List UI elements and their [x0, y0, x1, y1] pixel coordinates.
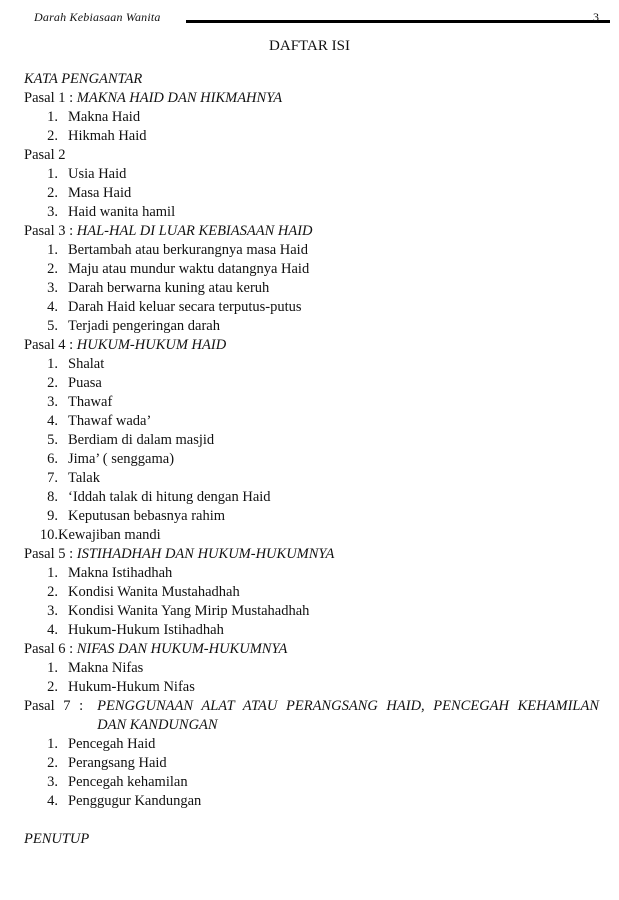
item-number: 4. [47, 622, 58, 638]
toc-item [24, 241, 599, 260]
item-number: 9. [47, 508, 58, 524]
item-label: Penggugur Kandungan [68, 793, 202, 809]
toc-item [24, 412, 599, 431]
item-number: 2. [47, 679, 58, 695]
toc-item [24, 184, 599, 203]
toc-item [24, 754, 599, 773]
item-label: Hukum-Hukum Istihadhah [68, 622, 224, 638]
item-number: 1. [47, 166, 58, 182]
toc-item [24, 735, 599, 754]
item-label: Darah berwarna kuning atau keruh [68, 280, 270, 296]
item-label: Masa Haid [68, 185, 132, 201]
item-label: Thawaf [68, 394, 113, 410]
item-number: 4. [47, 793, 58, 809]
chapter-prefix: Pasal 6 : [24, 641, 77, 657]
item-number: 3. [47, 603, 58, 619]
item-number: 7. [47, 470, 58, 486]
item-number: 3. [47, 280, 58, 296]
item-number: 2. [47, 375, 58, 391]
toc-chapter-6 [24, 640, 599, 659]
item-number: 1. [47, 356, 58, 372]
item-number: 2. [47, 185, 58, 201]
item-number: 2. [47, 128, 58, 144]
toc-item [24, 602, 599, 621]
item-number: 8. [47, 489, 58, 505]
item-number: 10. [39, 527, 58, 543]
item-label: Darah Haid keluar secara terputus-putus [68, 299, 302, 315]
table-of-contents [24, 70, 599, 849]
item-label: Usia Haid [68, 166, 127, 182]
toc-chapter-2 [24, 146, 599, 165]
chapter-title: ISTIHADHAH DAN HUKUM-HUKUMNYA [76, 546, 335, 562]
toc-intro: KATA PENGANTAR [24, 71, 143, 87]
item-label: Makna Haid [68, 109, 141, 125]
toc-item [24, 564, 599, 583]
item-label: Kondisi Wanita Mustahadhah [68, 584, 240, 600]
item-label: ‘Iddah talak di hitung dengan Haid [68, 489, 271, 505]
item-number: 6. [47, 451, 58, 467]
item-label: Makna Nifas [68, 660, 144, 676]
toc-item [24, 659, 599, 678]
item-label: Hikmah Haid [68, 128, 147, 144]
item-label: Makna Istihadhah [68, 565, 173, 581]
item-label: Pencegah Haid [68, 736, 156, 752]
toc-item [24, 374, 599, 393]
toc-chapter-3 [24, 222, 599, 241]
running-title: Darah Kebiasaan Wanita [34, 10, 161, 24]
item-label: Pencegah kehamilan [68, 774, 188, 790]
item-label: Jima’ ( senggama) [68, 451, 175, 467]
item-number: 2. [47, 584, 58, 600]
toc-item [24, 621, 599, 640]
item-label: Terjadi pengeringan darah [68, 318, 220, 334]
toc-item [24, 355, 599, 374]
page-header [34, 8, 599, 26]
toc-closing: PENUTUP [24, 831, 90, 847]
toc-item [24, 450, 599, 469]
item-label: Berdiam di dalam masjid [68, 432, 215, 448]
item-label: Shalat [68, 356, 105, 372]
toc-item [24, 773, 599, 792]
toc-chapter-1 [24, 89, 599, 108]
toc-chapter-7 [24, 697, 599, 735]
chapter-prefix: Pasal 1 : [24, 90, 77, 106]
toc-item [24, 127, 599, 146]
toc-item [24, 393, 599, 412]
item-number: 2. [47, 755, 58, 771]
chapter-prefix: Pasal 3 : [24, 223, 77, 239]
item-number: 3. [47, 394, 58, 410]
item-label: Kondisi Wanita Yang Mirip Mustahadhah [68, 603, 310, 619]
toc-item [24, 431, 599, 450]
toc-item [24, 165, 599, 184]
toc-item [24, 298, 599, 317]
chapter-title: HAL-HAL DI LUAR KEBIASAAN HAID [76, 223, 313, 239]
item-number: 1. [47, 736, 58, 752]
item-label: Maju atau mundur waktu datangnya Haid [68, 261, 310, 277]
toc-item [24, 583, 599, 602]
toc-item [24, 260, 599, 279]
item-label: Haid wanita hamil [68, 204, 176, 220]
item-label: Kewajiban mandi [58, 527, 161, 543]
item-number: 5. [47, 318, 58, 334]
item-number: 2. [47, 261, 58, 277]
toc-chapter-4 [24, 336, 599, 355]
chapter-title: MAKNA HAID DAN HIKMAHNYA [76, 90, 283, 106]
item-label: Keputusan bebasnya rahim [68, 508, 226, 524]
item-label: Thawaf wada’ [68, 413, 152, 429]
chapter-prefix: Pasal 7 : [24, 698, 84, 714]
item-number: 3. [47, 204, 58, 220]
toc-item [24, 108, 599, 127]
item-label: Puasa [68, 375, 102, 391]
item-number: 3. [47, 774, 58, 790]
item-label: Talak [68, 470, 100, 486]
toc-item [24, 792, 599, 811]
item-label: Bertambah atau berkurangnya masa Haid [68, 242, 308, 258]
item-number: 1. [47, 109, 58, 125]
item-number: 4. [47, 299, 58, 315]
toc-item [24, 526, 599, 545]
spacer [24, 811, 599, 830]
chapter-title: NIFAS DAN HUKUM-HUKUMNYA [76, 641, 288, 657]
toc-item [24, 469, 599, 488]
chapter-title: PENGGUNAAN ALAT ATAU PERANGSANG HAID, PENCEGAH KEHAMILAN DAN KANDUNGAN [97, 698, 599, 733]
item-label: Perangsang Haid [68, 755, 167, 771]
toc-chapter-5 [24, 545, 599, 564]
item-number: 1. [47, 242, 58, 258]
page-title: DAFTAR ISI [269, 38, 350, 54]
header-rule [186, 20, 610, 23]
item-number: 1. [47, 565, 58, 581]
chapter-title: HUKUM-HUKUM HAID [76, 337, 227, 353]
toc-item [24, 317, 599, 336]
chapter-prefix: Pasal 5 : [24, 546, 77, 562]
page-number: 3 [593, 10, 599, 24]
toc-item [24, 678, 599, 697]
toc-item [24, 203, 599, 222]
toc-item [24, 507, 599, 526]
item-label: Hukum-Hukum Nifas [68, 679, 195, 695]
toc-item [24, 488, 599, 507]
toc-item [24, 279, 599, 298]
item-number: 4. [47, 413, 58, 429]
chapter-prefix: Pasal 4 : [24, 337, 77, 353]
chapter-prefix: Pasal 2 [24, 147, 66, 163]
item-number: 5. [47, 432, 58, 448]
item-number: 1. [47, 660, 58, 676]
